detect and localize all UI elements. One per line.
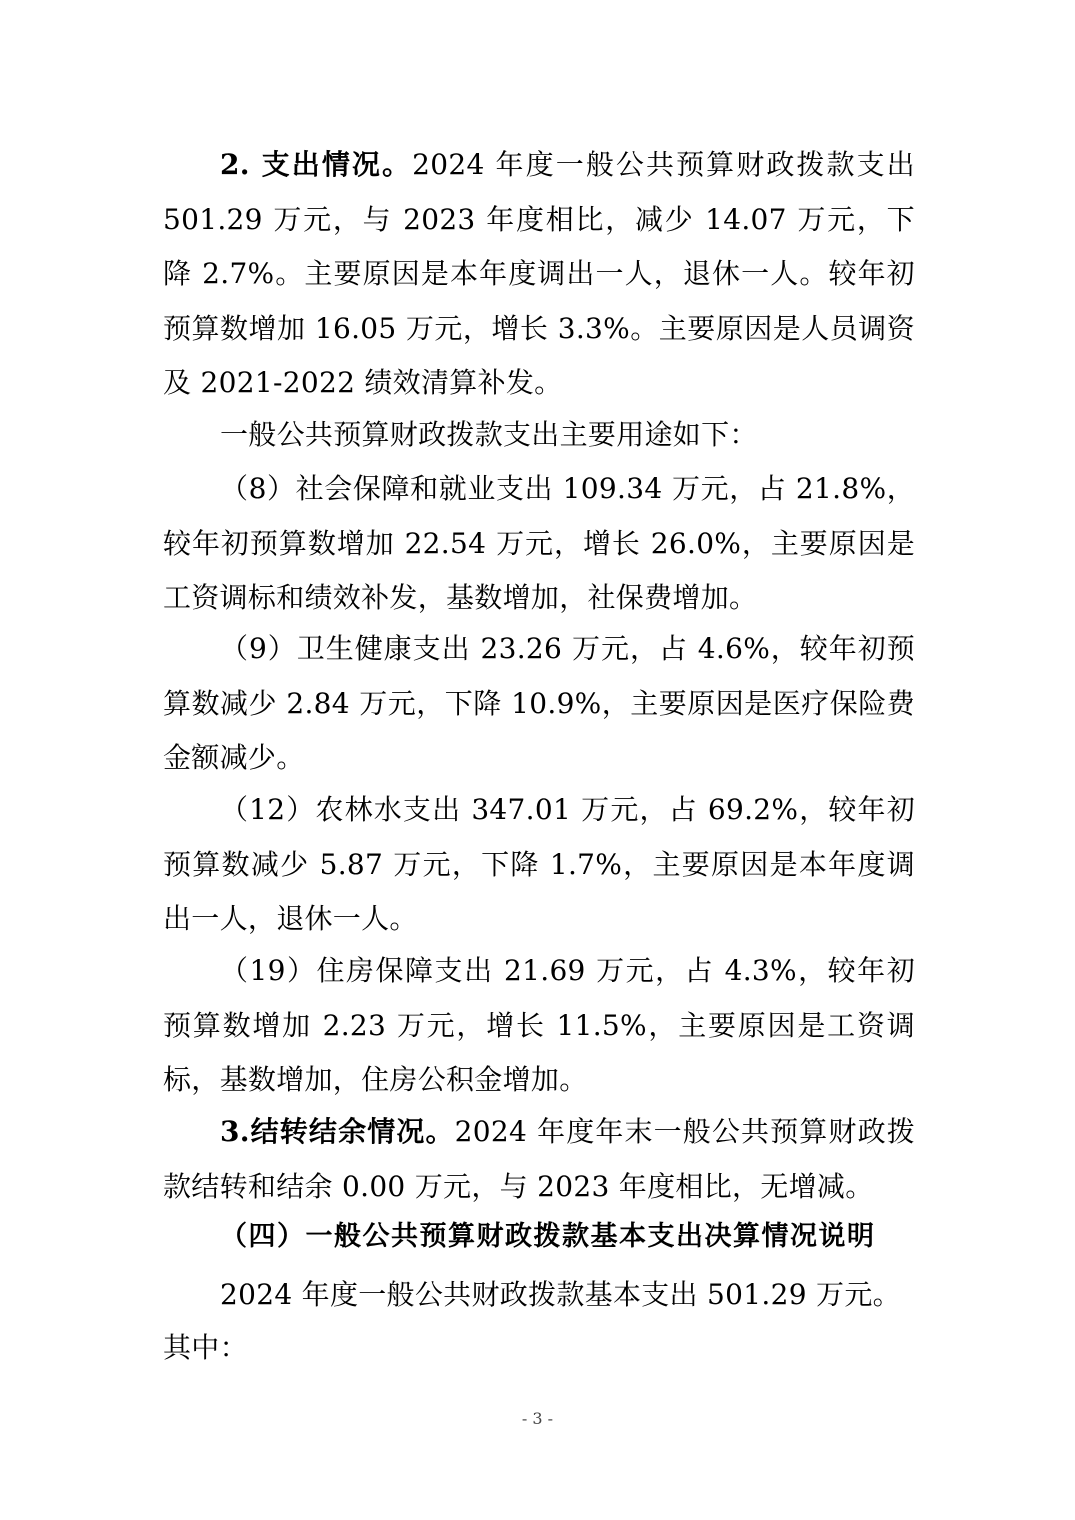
carryover-text: 2024 年度年末一般公共预算财政拨款结转和结余 0.00 万元，与 2023 年度相比，无增减。 [163, 1115, 916, 1203]
paragraph-among: 其中： [163, 1331, 248, 1364]
section-heading-four: （四）一般公共预算财政拨款基本支出决算情况说明 [220, 1221, 876, 1252]
paragraph-item-19: （19）住房保障支出 21.69 万元，占 4.3%，较年初预算数增加 2.23 万元，增长 11.5%，主要原因是工资调标，基数增加，住房公积金增加。 [163, 954, 915, 1096]
page-number: - 3 - [521, 1409, 554, 1428]
paragraph-item-8: （8）社会保障和就业支出 109.34 万元，占 21.8%，较年初预算数增加 22.54 万元，增长 26.0%，主要原因是工资调标和绩效补发，基数增加，社保费增加。 [163, 472, 915, 614]
paragraph-item-9: （9）卫生健康支出 23.26 万元，占 4.6%，较年初预算数减少 2.84 万元，下降 10.9%，主要原因是医疗保险费金额减少。 [163, 632, 915, 774]
paragraph-uses-intro: 一般公共预算财政拨款支出主要用途如下： [220, 418, 758, 451]
section-label-carryover: 3.结转结余情况。 [220, 1115, 455, 1148]
paragraph-expenditure [163, 138, 915, 411]
paragraph-basic-expenditure: 2024 年度一般公共财政拨款基本支出 501.29 万元。 [220, 1278, 901, 1311]
section-label-expenditure: 2. 支出情况。 [220, 148, 413, 181]
expenditure-text: 2024 年度一般公共预算财政拨款支出 501.29 万元，与 2023 年度相比，减少 14.07 万元，下降 2.7%。主要原因是本年度调出一人，退休一人。较年初预算数增加 16.05 万元，增长 3.3%。主要原因是人员调资及 2021-2022 绩效清算补发。 [163, 148, 915, 399]
paragraph-item-12: （12）农林水支出 347.01 万元，占 69.2%，较年初预算数减少 5.87 万元，下降 1.7%，主要原因是本年度调出一人，退休一人。 [163, 793, 915, 935]
paragraph-carryover [163, 1105, 915, 1214]
